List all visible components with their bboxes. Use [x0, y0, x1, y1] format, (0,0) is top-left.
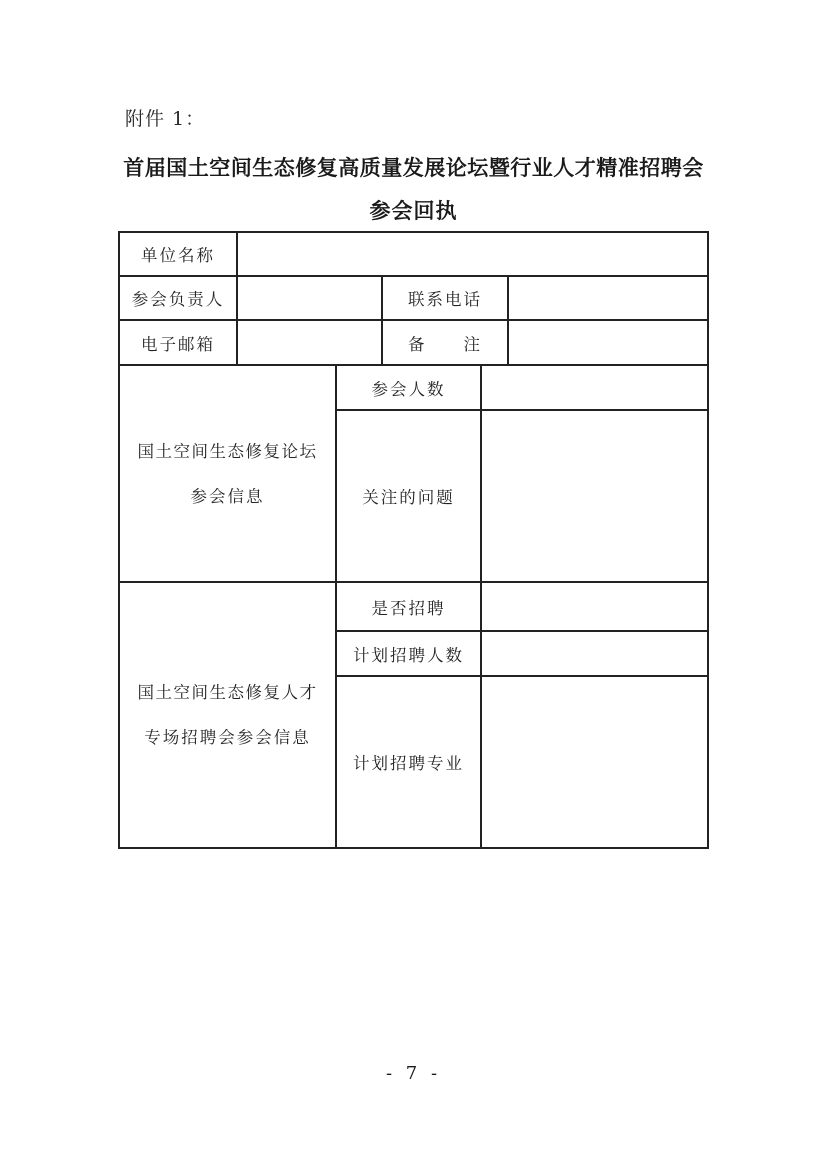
forum-section-title: [120, 366, 335, 581]
email-field[interactable]: [238, 321, 381, 364]
unit-name-label: 单位名称: [141, 246, 215, 265]
planned-count-label: 计划招聘人数: [353, 645, 464, 665]
remarks-field[interactable]: [509, 321, 707, 364]
unit-name-field[interactable]: [238, 233, 707, 275]
phone-field[interactable]: [509, 277, 707, 319]
is-recruiting-label: 是否招聘: [371, 598, 446, 618]
concerns-field[interactable]: [482, 411, 707, 581]
forum-section-title-line1: 国土空间生态修复论坛: [137, 441, 318, 461]
page-number: - 7 -: [385, 1063, 442, 1084]
is-recruiting-field[interactable]: [482, 583, 707, 630]
table-border-bottom: [118, 847, 709, 849]
attachment-label: 附件 1：: [125, 108, 206, 130]
attendee-count-field[interactable]: [482, 366, 707, 409]
document-title: 首届国土空间生态修复高质量发展论坛暨行业人才精准招聘会: [123, 156, 704, 180]
remarks-label: 备 注: [408, 334, 482, 354]
table-border-right: [707, 231, 709, 848]
planned-count-field[interactable]: [482, 632, 707, 675]
recruit-section-title: [120, 583, 335, 847]
email-label: 电子邮箱: [141, 334, 215, 354]
planned-major-label: 计划招聘专业: [353, 754, 464, 773]
concerns-label: 关注的问题: [362, 488, 455, 507]
phone-label: 联系电话: [408, 290, 482, 309]
contact-person-field[interactable]: [238, 277, 381, 319]
recruit-section-title-line2: 专场招聘会参会信息: [144, 728, 311, 747]
planned-major-field[interactable]: [482, 677, 707, 847]
document-subtitle: 参会回执: [369, 199, 458, 223]
contact-person-label: 参会负责人: [131, 290, 225, 309]
attendee-count-label: 参会人数: [371, 379, 446, 399]
recruit-section-title-line1: 国土空间生态修复人才: [137, 683, 318, 702]
forum-section-title-line2: 参会信息: [190, 486, 265, 506]
